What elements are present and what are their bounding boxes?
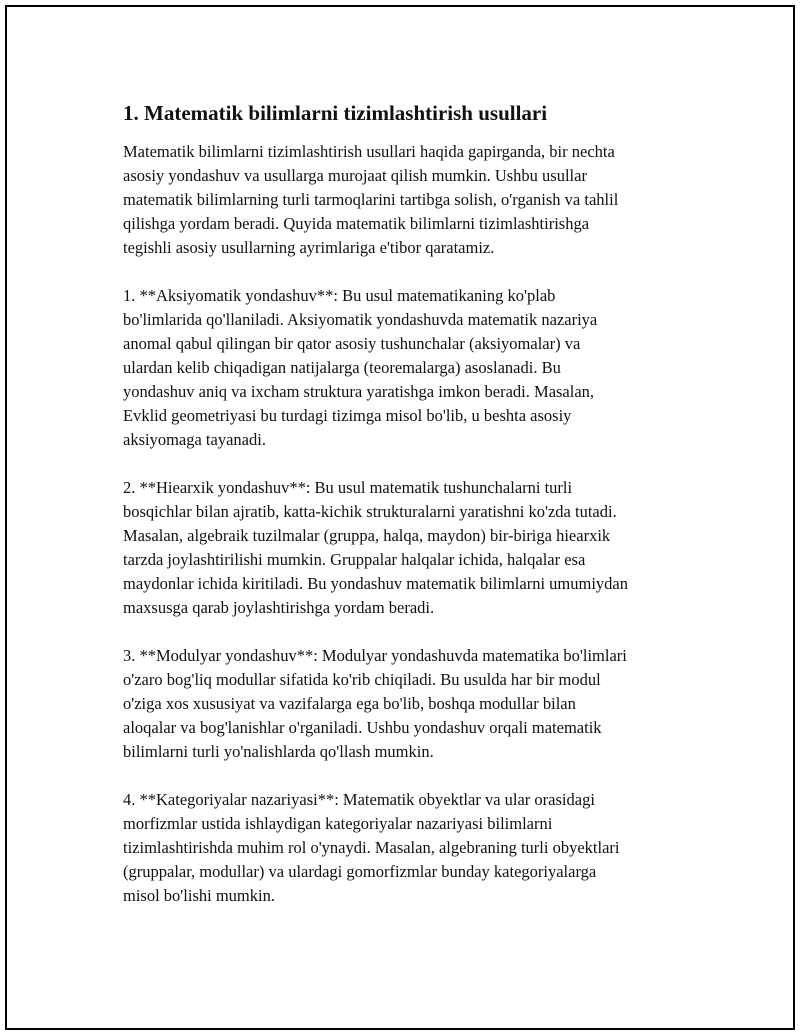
text-line: Evklid geometriyasi bu turdagi tizimga misol bo'lib, u beshta asosiy (123, 406, 572, 425)
text-line: tegishli asosiy usullarning ayrimlariga e'tibor qaratamiz. (123, 238, 495, 257)
text-line: maxsusga qarab joylashtirishga yordam beradi. (123, 598, 435, 617)
text-line: (gruppalar, modullar) va ulardagi gomorfizmlar bunday kategoriyalarga (123, 862, 597, 881)
text-line: Masalan, algebraik tuzilmalar (gruppa, halqa, maydon) bir-biriga hiearxik (123, 526, 611, 545)
hierarchical-approach-paragraph (123, 476, 703, 620)
text-line: Matematik bilimlarni tizimlashtirish usullari haqida gapirganda, bir nechta (123, 142, 615, 161)
text-line: o'zaro bog'liq modullar sifatida ko'rib chiqiladi. Bu usulda har bir modul (123, 670, 601, 689)
text-line: tarzda joylashtirilishi mumkin. Gruppalar halqalar ichida, halqalar esa (123, 550, 586, 569)
document-body (123, 100, 703, 932)
text-line: maydonlar ichida kiritiladi. Bu yondashuv matematik bilimlarni umumiydan (123, 574, 628, 593)
document-title: 1. Matematik bilimlarni tizimlashtirish usullari (123, 101, 548, 125)
axiomatic-approach-paragraph (123, 284, 703, 452)
text-line: anomal qabul qilingan bir qator asosiy tushunchalar (aksiyomalar) va (123, 334, 581, 353)
text-line: o'ziga xos xususiyat va vazifalarga ega bo'lib, boshqa modullar bilan (123, 694, 576, 713)
text-line: matematik bilimlarning turli tarmoqlarini tartibga solish, o'rganish va tahlil (123, 190, 619, 209)
page-border (5, 5, 795, 1030)
text-line: 2. **Hiearxik yondashuv**: Bu usul matematik tushunchalarni turli (123, 478, 573, 497)
text-line: yondashuv aniq va ixcham struktura yaratishga imkon beradi. Masalan, (123, 382, 595, 401)
text-line: qilishga yordam beradi. Quyida matematik bilimlarni tizimlashtirishga (123, 214, 590, 233)
text-line: 4. **Kategoriyalar nazariyasi**: Matematik obyektlar va ular orasidagi (123, 790, 595, 809)
text-line: 1. **Aksiyomatik yondashuv**: Bu usul matematikaning ko'plab (123, 286, 556, 305)
text-line: bilimlarni turli yo'nalishlarda qo'llash mumkin. (123, 742, 434, 761)
text-line: misol bo'lishi mumkin. (123, 886, 275, 905)
text-line: aloqalar va bog'lanishlar o'rganiladi. Ushbu yondashuv orqali matematik (123, 718, 602, 737)
text-line: bosqichlar bilan ajratib, katta-kichik strukturalarni yaratishni ko'zda tutadi. (123, 502, 617, 521)
text-line: tizimlashtirishda muhim rol o'ynaydi. Masalan, algebraning turli obyektlari (123, 838, 620, 857)
text-line: bo'limlarida qo'llaniladi. Aksiyomatik yondashuvda matematik nazariya (123, 310, 598, 329)
text-line: morfizmlar ustida ishlaydigan kategoriyalar nazariyasi bilimlarni (123, 814, 553, 833)
text-line: ulardan kelib chiqadigan natijalarga (teoremalarga) asoslanadi. Bu (123, 358, 561, 377)
text-line: aksiyomaga tayanadi. (123, 430, 266, 449)
intro-paragraph (123, 140, 703, 260)
modular-approach-paragraph (123, 644, 703, 764)
category-theory-paragraph (123, 788, 703, 908)
text-line: asosiy yondashuv va usullarga murojaat qilish mumkin. Ushbu usullar (123, 166, 587, 185)
text-line: 3. **Modulyar yondashuv**: Modulyar yondashuvda matematika bo'limlari (123, 646, 627, 665)
